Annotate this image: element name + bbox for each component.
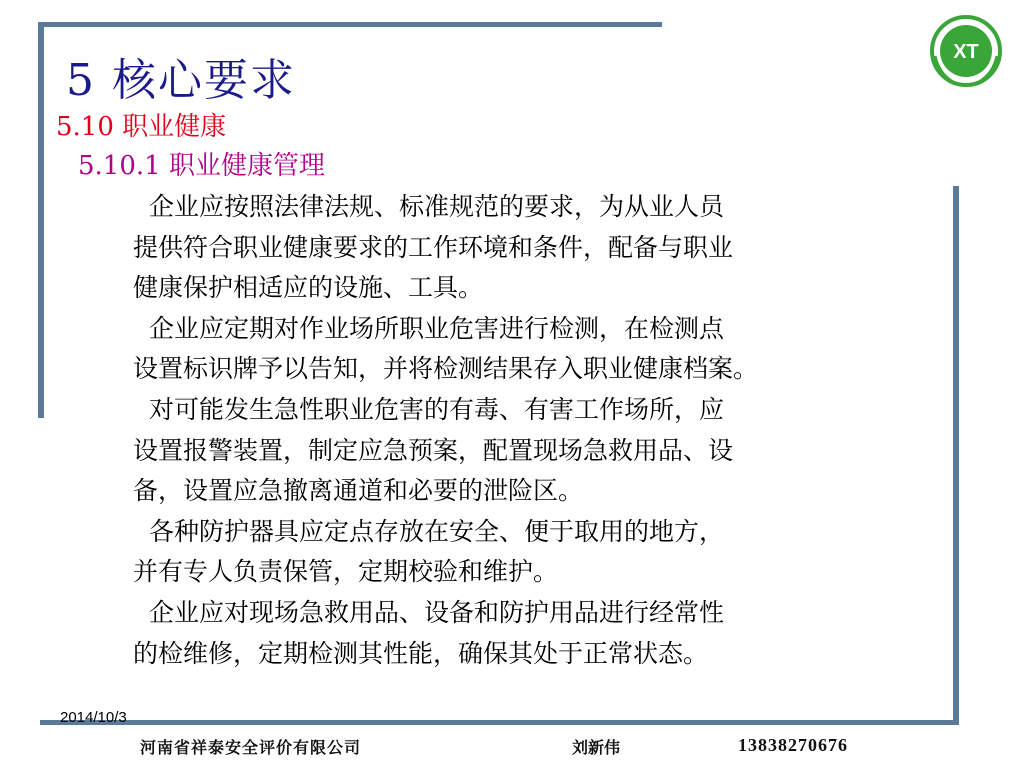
slide-body bbox=[133, 187, 963, 674]
frame-bottom-line bbox=[40, 720, 959, 725]
paragraph-line: 提供符合职业健康要求的工作环境和条件，配备与职业 bbox=[133, 232, 734, 262]
paragraph-line: 的检维修，定期检测其性能，确保其处于正常状态。 bbox=[133, 638, 709, 668]
footer-phone: 13838270676 bbox=[738, 735, 848, 755]
logo-text: XT bbox=[953, 41, 979, 63]
paragraph-line: 企业应定期对作业场所职业危害进行检测，在检测点 bbox=[149, 313, 725, 343]
footer-person: 刘新伟 bbox=[572, 738, 621, 757]
company-logo-icon bbox=[929, 14, 1003, 88]
frame-left-line bbox=[38, 22, 44, 418]
subsection-heading: 5.10.1 职业健康管理 bbox=[78, 151, 325, 181]
slide-date: 2014/10/3 bbox=[60, 709, 127, 726]
footer-company: 河南省祥泰安全评价有限公司 bbox=[140, 738, 362, 757]
frame-top-line bbox=[40, 22, 662, 27]
paragraph-line: 各种防护器具应定点存放在安全、便于取用的地方， bbox=[149, 516, 725, 546]
paragraph-line: 设置标识牌予以告知，并将检测结果存入职业健康档案。 bbox=[133, 354, 759, 384]
paragraph-line: 备，设置应急撤离通道和必要的泄险区。 bbox=[133, 476, 584, 506]
section-heading: 5.10 职业健康 bbox=[56, 112, 227, 142]
paragraph-line: 健康保护相适应的设施、工具。 bbox=[133, 273, 484, 303]
paragraph-line: 企业应按照法律法规、标准规范的要求，为从业人员 bbox=[149, 192, 725, 221]
paragraph-line: 企业应对现场急救用品、设备和防护用品进行经常性 bbox=[149, 597, 725, 627]
paragraph-line: 并有专人负责保管，定期校验和维护。 bbox=[133, 557, 559, 587]
slide-title: 5 核心要求 bbox=[66, 55, 296, 106]
paragraph-line: 设置报警装置，制定应急预案，配置现场急救用品、设 bbox=[133, 435, 734, 465]
paragraph-line: 对可能发生急性职业危害的有毒、有害工作场所，应 bbox=[149, 394, 725, 424]
